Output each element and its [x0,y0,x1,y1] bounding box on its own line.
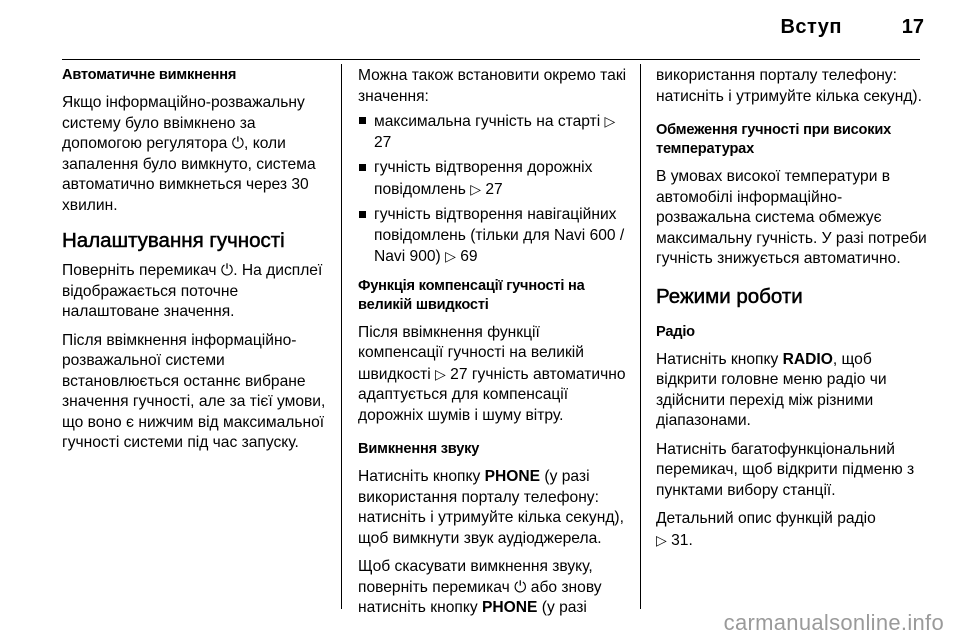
mute-heading: Вимкнення звуку [358,441,480,457]
page-ref-icon: ▷ [435,365,446,382]
volume-paragraph-2: Після ввімкнення інформаційно-розважальної системи встановлюється останнє вибране значення гучності, але за тієї умови, що воно є нижчим від максимальної гучності системи під час запуску. [62,331,326,451]
column-3 [656,66,936,559]
compensation-heading: Функція компенсації гучності на великій швидкості [358,277,585,313]
list-item [358,205,628,268]
list-item [358,111,628,153]
unmute-paragraph [358,557,628,619]
mute-paragraph [358,467,628,549]
temperature-heading: Обмеження гучності при високих температурах [656,122,892,157]
auto-off-text-1: Якщо інформаційно-розважальну систему було ввімкнено за допомогою регулятора [62,94,305,152]
compensation-text-2: гучність автоматично адаптується для компенсації дорожніх шумів і шуму вітру. [358,365,626,424]
column-divider-2 [640,64,641,609]
column-divider-1 [341,64,342,609]
knob-icon: ⏻ [231,135,245,152]
page-header [0,0,960,58]
phone-key-label: PHONE [484,468,541,485]
temperature-paragraph: В умовах високої температури в автомобілі інформаційно-розважальна система обмежує максимальну гучність. У разі потреби гучність знижується автоматично. [656,168,927,267]
radio-text-3: Детальний опис функцій радіо [656,510,876,527]
page-ref: 27 [485,180,503,198]
compensation-paragraph [358,323,628,427]
list-item-text: гучність відтворення дорожніх повідомлень [374,159,593,198]
page-ref-icon: ▷ [470,180,481,197]
page-ref-icon: ▷ [656,531,667,548]
knob-icon: ⏻ [220,262,234,279]
watermark: carmanualsonline.info [723,610,944,635]
knob-icon: ⏻ [514,578,527,596]
volume-text-2: . На дисплеї відображається поточне налаштоване значення. [62,262,323,320]
continuation-paragraph: використання порталу телефону: натисніть і утримуйте кілька секунд). [656,67,922,105]
auto-off-heading: Автоматичне вимкнення [62,67,237,83]
header-divider [62,59,920,60]
volume-text-1: Поверніть перемикач [62,262,217,279]
compensation-text-1: Після ввімкнення функції компенсації гучності на великій швидкості [358,323,584,383]
volume-heading: Налаштування гучності [62,229,285,252]
page-ref: 27 [450,365,468,383]
auto-off-text-2: , коли запалення було вимкнуто, система автоматично вимкнеться через 30 хвилин. [62,135,316,214]
mute-text-1: Натисніть кнопку [358,468,481,485]
auto-off-paragraph [62,93,332,216]
page-ref-icon: ▷ [604,113,616,129]
column-2 [358,66,628,627]
radio-paragraph-2: Натисніть багатофункціональний перемикач, щоб відкрити підменю з пунктами вибору станції. [656,440,915,499]
page-number: 17 [901,16,924,38]
radio-key-label: RADIO [782,350,833,368]
radio-paragraph-1 [656,350,936,432]
page-ref-icon: ▷ [445,248,456,264]
radio-heading: Радіо [656,323,695,340]
list-item [358,158,628,200]
page-ref: 31. [671,531,693,549]
list-item-text: максимальна гучність на старті [374,113,601,130]
section-title: Вступ [780,16,842,38]
modes-heading: Режими роботи [656,284,803,308]
column-1 [62,66,332,462]
intro-paragraph: Можна також встановити окремо такі значення: [358,67,627,105]
radio-text-2: , щоб відкрити головне меню радіо чи здійснити перехід між різними діапазонами. [656,350,887,429]
mute-text-2: (у разі використання порталу телефону: натисніть і утримуйте кілька секунд), щоб вимкнути звук аудіоджерела. [358,468,624,547]
volume-paragraph-1 [62,261,332,323]
phone-key-label: PHONE [481,599,538,616]
list-item-text: гучність відтворення навігаційних повідомлень (тільки для Navi 600 / Navi 900) [374,206,625,265]
unmute-text-2: або знову натисніть кнопку [358,578,602,616]
radio-paragraph-3 [656,509,936,551]
unmute-text-1: Щоб скасувати вимкнення звуку, поверніть перемикач [358,558,593,596]
page-ref: 27 [374,133,392,151]
page-ref: 69 [460,248,478,265]
bullet-list [358,111,628,268]
radio-text-1: Натисніть кнопку [656,350,779,368]
unmute-text-3: (у разі [541,599,587,616]
